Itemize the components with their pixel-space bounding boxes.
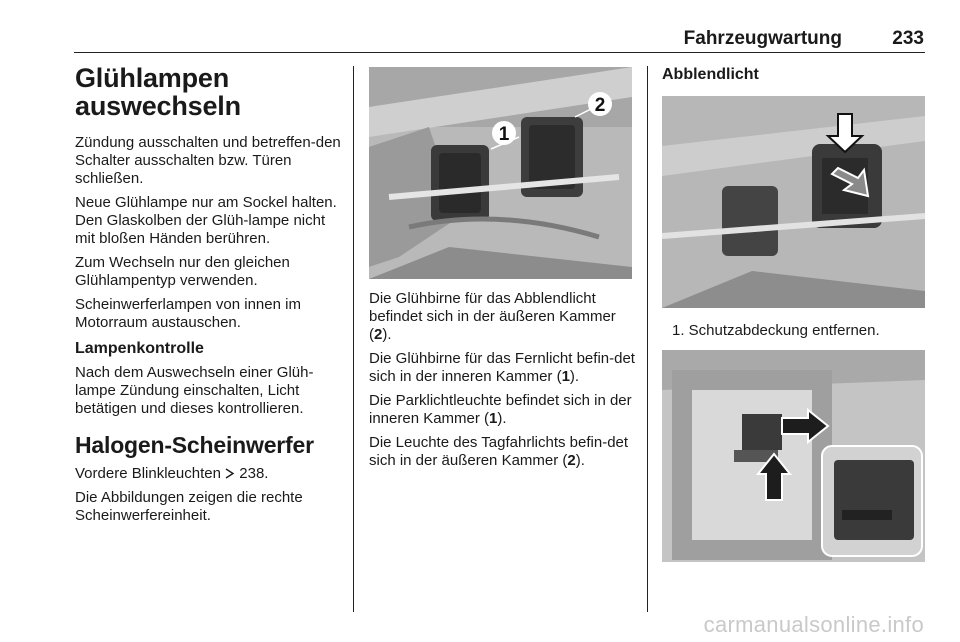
column-middle bbox=[369, 290, 635, 476]
headlamp-chambers-figure bbox=[369, 67, 632, 279]
column-divider bbox=[647, 66, 648, 612]
paragraph: Neue Glühlampe nur am Sockel halten. Den Glaskolben der Glüh-lampe nicht mit bloßen Händen berühren. bbox=[75, 194, 337, 247]
paragraph: Nach dem Auswechseln einer Glüh-lampe Zündung einschalten, Licht betätigen und dieses kontrollieren. bbox=[75, 364, 314, 417]
column-left bbox=[75, 62, 343, 531]
paragraph-text: Vordere Blinkleuchten bbox=[75, 465, 221, 482]
paragraph: Zündung ausschalten und betreffen-den Schalter ausschalten bzw. Türen schließen. bbox=[75, 134, 341, 187]
figure-ref: 2 bbox=[374, 326, 383, 343]
paragraph bbox=[369, 434, 635, 470]
section-header: Fahrzeugwartung bbox=[683, 28, 842, 49]
figure-ref: 1 bbox=[561, 368, 570, 385]
figure-ref: 2 bbox=[567, 452, 576, 469]
paragraph-text: Die Parklichtleuchte befindet sich in der inneren Kammer ( bbox=[369, 392, 632, 427]
paragraph bbox=[369, 290, 635, 344]
section-heading-halogen: Halogen-Scheinwerfer bbox=[75, 432, 314, 458]
paragraph-text: ). bbox=[497, 410, 507, 427]
paragraph: Scheinwerferlampen von innen im Motorraum austauschen. bbox=[75, 296, 301, 331]
paragraph-cross-ref bbox=[75, 465, 343, 483]
paragraph-text: Die Leuchte des Tagfahrlichts befin-det sich in der äußeren Kammer ( bbox=[369, 434, 629, 469]
paragraph-text: Die Glühbirne für das Abblendlicht befindet sich in der äußeren Kammer ( bbox=[369, 290, 616, 343]
callout-1 bbox=[492, 121, 516, 145]
column-right bbox=[662, 62, 926, 562]
figure-ref: 1 bbox=[489, 410, 498, 427]
paragraph-text: ). bbox=[569, 368, 580, 385]
header-divider bbox=[74, 52, 925, 53]
paragraph: Zum Wechseln nur den gleichen Glühlampentyp verwenden. bbox=[75, 254, 290, 289]
subheading-abblendlicht: Abblendlicht bbox=[662, 66, 759, 83]
paragraph-text: ). bbox=[382, 326, 392, 343]
paragraph-text: Die Glühbirne für das Fernlicht befin-det sich in der inneren Kammer ( bbox=[369, 350, 635, 385]
page-ref-arrow-icon[interactable] bbox=[225, 465, 239, 482]
page-number: 233 bbox=[892, 28, 924, 49]
column-divider bbox=[353, 66, 354, 612]
callout-label-1: 1 bbox=[498, 124, 510, 145]
subheading-lampenkontrolle: Lampenkontrolle bbox=[75, 340, 204, 357]
paragraph bbox=[369, 350, 635, 386]
paragraph: Die Abbildungen zeigen die rechte Scheinwerfereinheit. bbox=[75, 489, 303, 524]
page-title: Glühlampen auswechseln bbox=[75, 63, 241, 121]
cover-removal-figure bbox=[662, 96, 925, 308]
steps-list bbox=[662, 322, 926, 340]
paragraph bbox=[369, 392, 635, 428]
watermark: carmanualsonline.info bbox=[703, 612, 924, 637]
page-ref-link[interactable]: 238. bbox=[239, 465, 269, 482]
callout-2 bbox=[588, 92, 612, 116]
paragraph-text: ). bbox=[575, 452, 585, 469]
callout-label-2: 2 bbox=[594, 95, 606, 116]
list-item: 1. Schutzabdeckung entfernen. bbox=[672, 322, 880, 339]
bulb-detail-figure bbox=[662, 350, 925, 562]
